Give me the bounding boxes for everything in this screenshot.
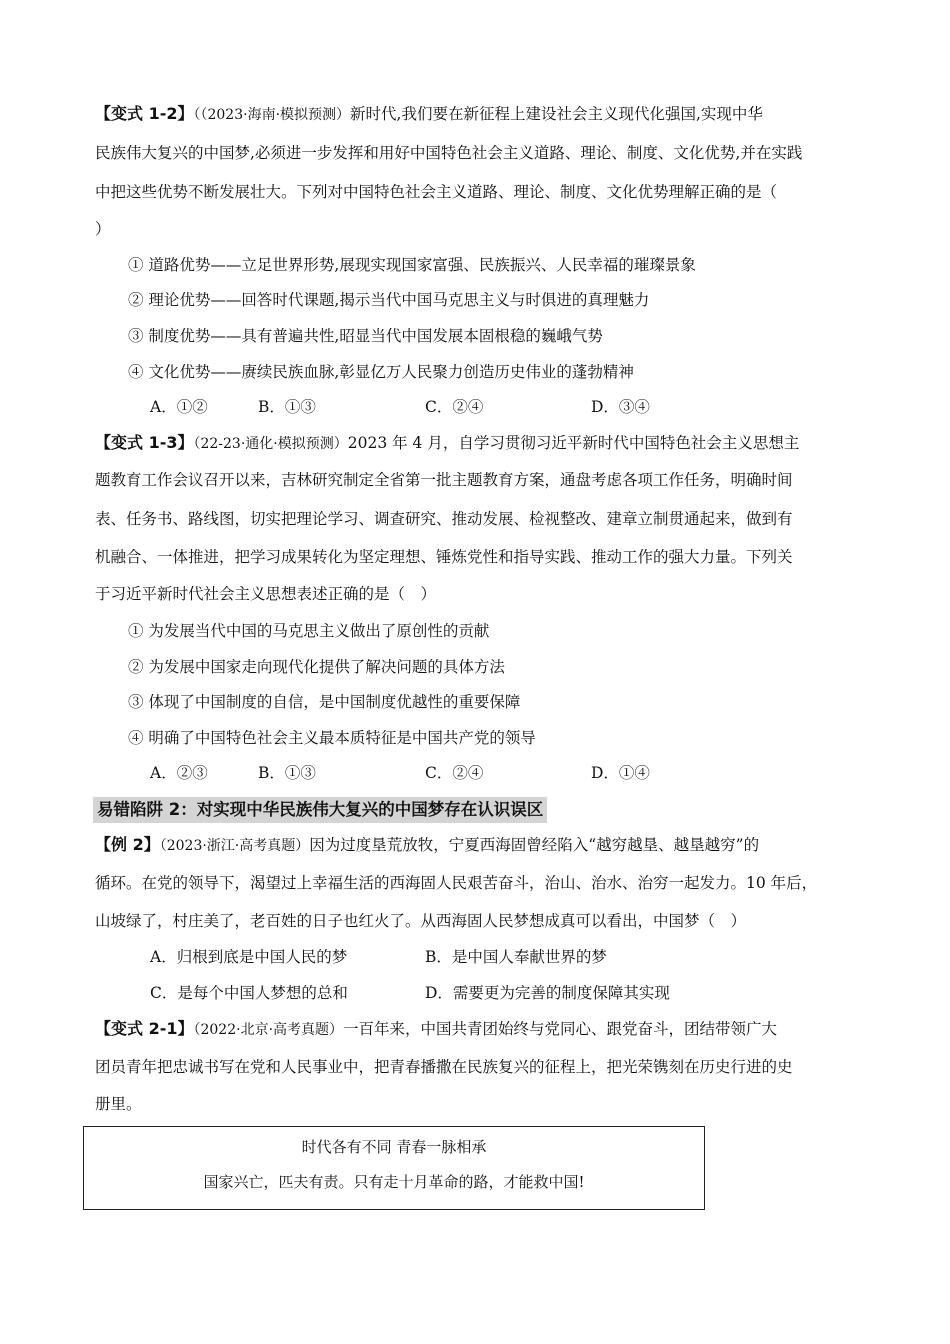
example-2-source: （2023·浙江·高考真题）	[159, 838, 310, 854]
question-1-2-tag: 【变式 1-2】	[95, 104, 194, 123]
question-2-1-source: （2022·北京·高考真题）	[193, 1022, 344, 1038]
question-1-2-line-4: ）	[95, 220, 111, 238]
choice-a: A．②③	[150, 764, 208, 782]
question-1-3-option-4: ④ 明确了中国特色社会主义最本质特征是中国共产党的领导	[128, 729, 536, 747]
question-2-1-line-2: 团员青年把忠诚书写在党和人民事业中，把青春播撒在民族复兴的征程上，把光荣镌刻在历史行进的史	[95, 1058, 793, 1076]
material-box-quote: 国家兴亡，匹夫有责。只有走十月革命的路，才能救中国!	[203, 1173, 585, 1191]
example-2-text: 因为过度垦荒放牧，宁夏西海固曾经陷入“越穷越垦、越垦越穷”的	[309, 836, 760, 854]
choice-c: C．②④	[425, 398, 484, 416]
example-2-choices-row-1	[150, 946, 850, 968]
example-2-line-1	[95, 834, 865, 857]
question-1-2-line-3: 中把这些优势不断发展壮大。下列对中国特色社会主义道路、理论、制度、文化优势理解正确的是（	[95, 183, 778, 201]
material-box-title: 时代各有不同 青春一脉相承	[301, 1138, 487, 1156]
question-1-2-text: 新时代,我们要在新征程上建设社会主义现代化强国,实现中华	[350, 105, 763, 123]
question-1-2-line-1	[95, 103, 865, 126]
question-1-3-line-3: 表、任务书、路线图，切实把理论学习、调查研究、推动发展、检视整改、建章立制贯通起来，做到有	[95, 510, 793, 528]
question-2-1-line-1	[95, 1018, 865, 1041]
question-1-3-line-5: 于习近平新时代社会主义思想表述正确的是（ ）	[95, 585, 437, 603]
question-2-1-line-3: 册里。	[95, 1095, 142, 1113]
question-1-2-option-1: ① 道路优势——立足世界形势,展现实现国家富强、民族振兴、人民幸福的璀璨景象	[128, 256, 696, 274]
question-1-2-option-2: ② 理论优势——回答时代课题,揭示当代中国马克思主义与时俱进的真理魅力	[128, 291, 650, 309]
question-1-3-option-1: ① 为发展当代中国的马克思主义做出了原创性的贡献	[128, 622, 490, 640]
choice-a: A．①②	[150, 398, 208, 416]
question-1-3-option-3: ③ 体现了中国制度的自信，是中国制度优越性的重要保障	[128, 693, 521, 711]
section-heading-trap-2: 易错陷阱 2：对实现中华民族伟大复兴的中国梦存在认识误区	[93, 797, 547, 823]
question-1-3-line-4: 机融合、一体推进，把学习成果转化为坚定理想、锤炼党性和指导实践、推动工作的强大力量。下列关	[95, 548, 793, 566]
choice-b: B．①③	[258, 398, 316, 416]
question-1-3-choices	[150, 762, 850, 784]
question-1-3-text: 2023 年 4 月，自学习贯彻习近平新时代中国特色社会主义思想主	[347, 434, 800, 452]
question-1-3-tag: 【变式 1-3】	[95, 433, 194, 452]
example-2-tag: 【例 2】	[95, 835, 160, 854]
choice-d: D．需要更为完善的制度保障其实现	[425, 984, 670, 1002]
choice-d: D．①④	[591, 764, 650, 782]
choice-a: A．归根到底是中国人民的梦	[150, 948, 348, 966]
question-1-2-choices	[150, 396, 850, 418]
question-1-2-line-2: 民族伟大复兴的中国梦,必须进一步发挥和用好中国特色社会主义道路、理论、制度、文化优势,并在实践	[95, 144, 803, 162]
choice-c: C．是每个中国人梦想的总和	[150, 984, 348, 1002]
question-1-3-source: （22-23·通化·模拟预测）	[193, 436, 348, 452]
question-2-1-text: 一百年来，中国共青团始终与党同心、跟党奋斗，团结带领广大	[343, 1020, 778, 1038]
question-1-3-option-2: ② 为发展中国家走向现代化提供了解决问题的具体方法	[128, 658, 505, 676]
question-1-3-line-1	[95, 432, 865, 455]
choice-b: B．是中国人奉献世界的梦	[425, 948, 607, 966]
material-box	[83, 1126, 705, 1210]
question-1-2-source: （（2023·海南·模拟预测）	[193, 107, 351, 123]
choice-c: C．②④	[425, 764, 484, 782]
question-1-2-option-3: ③ 制度优势——具有普遍共性,昭显当代中国发展本固根稳的巍峨气势	[128, 327, 603, 345]
choice-d: D．③④	[591, 398, 650, 416]
example-2-line-2: 循环。在党的领导下，渴望过上幸福生活的西海固人民艰苦奋斗，治山、治水、治穷一起发力。10 年后，	[95, 874, 818, 892]
question-2-1-tag: 【变式 2-1】	[95, 1019, 194, 1038]
question-1-2-option-4: ④ 文化优势——赓续民族血脉,彰显亿万人民聚力创造历史伟业的蓬勃精神	[128, 363, 634, 381]
example-2-line-3: 山坡绿了，村庄美了，老百姓的日子也红火了。从西海固人民梦想成真可以看出，中国梦（ ）	[95, 912, 747, 930]
question-1-3-line-2: 题教育工作会议召开以来，吉林研究制定全省第一批主题教育方案，通盘考虑各项工作任务，明确时间	[95, 471, 793, 489]
example-2-choices-row-2	[150, 982, 850, 1004]
choice-b: B．①③	[258, 764, 316, 782]
